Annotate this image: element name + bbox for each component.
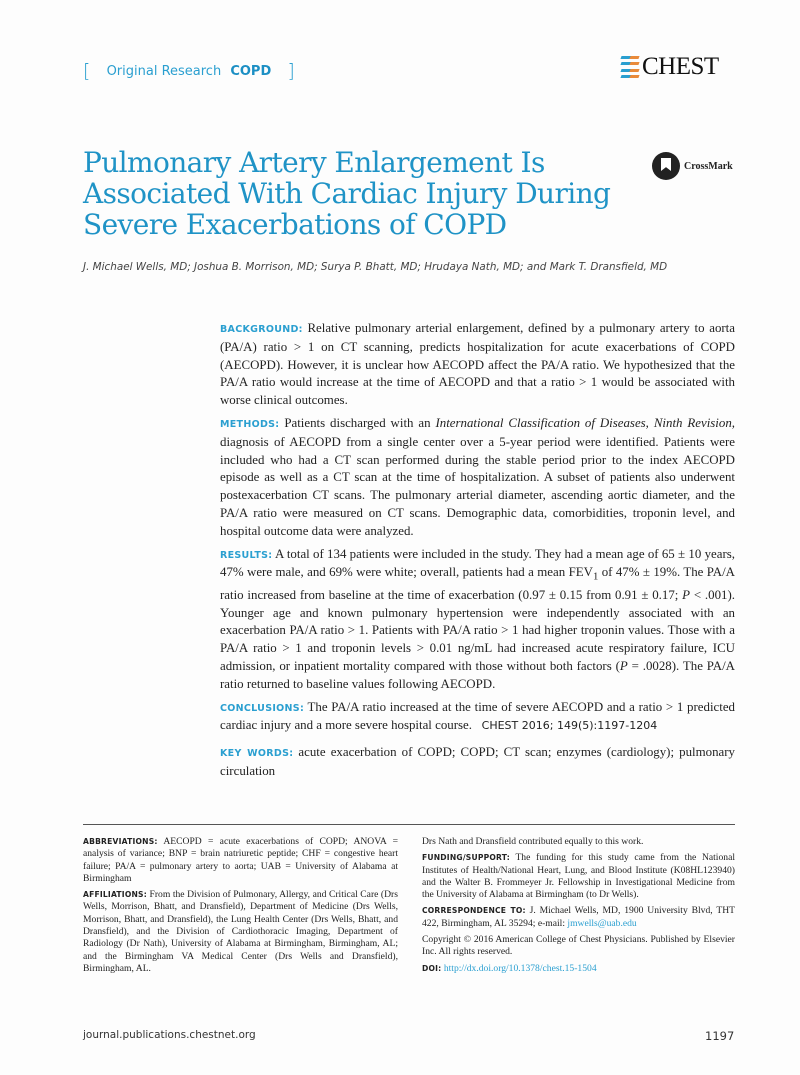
correspondence-text: J. Michael Wells, MD, 1900 University Blvd, THT 422, Birmingham, AL 35294; e-mail: <box>422 905 735 929</box>
results-text-4: = .0028). The PA/A ratio returned to baseline values following AECOPD. <box>220 658 735 691</box>
footnote-divider <box>83 824 735 825</box>
equal-contribution: Drs Nath and Dransfield contributed equally to this work. <box>422 836 644 847</box>
abbreviations <box>83 836 398 885</box>
section-label: Original Research <box>106 64 222 79</box>
crossmark-button[interactable] <box>652 152 733 180</box>
doi-link[interactable]: http://dx.doi.org/10.1378/chest.15-1504 <box>443 962 597 974</box>
abstract-keywords <box>220 744 735 781</box>
doi-label: DOI: <box>422 963 442 973</box>
methods-text-2: diagnosis of AECOPD from a single center over a 5-year period were identified. Patients were included who had a CT scan performed during the stable period prior to the index AECOPD episode as well as a CT scan at the time of hospitalization. A subset of patients also underwent postexacerbation CT scans. The pulmonary arterial diameter, ascending aortic diameter, and the PA/A ratio were measured on CT scans. Demographic data, comorbidities, troponin level, and hospital outcome data were analyzed. <box>220 434 735 538</box>
funding-text: The funding for this study came from the National Institutes of Health/National Heart, Lung, and Blood Institute (K08HL123940) and the Walter B. Frommeyer Jr. Fellowship in Investigational Medicine from the University of Alabama at Birmingham (to Dr Wells). <box>422 852 735 901</box>
abbreviations-label: ABBREVIATIONS: <box>83 837 158 846</box>
results-label: RESULTS: <box>220 549 273 561</box>
correspondence-label: CORRESPONDENCE TO: <box>422 906 526 916</box>
background-text: Relative pulmonary arterial enlargement, defined by a pulmonary artery to aorta (PA/A) ratio > 1 on CT scanning, predicts hospitalization for acute exacerbations of COPD (AECOPD). However, it is unclear how AECOPD affect the PA/A ratio. We hypothesized that the PA/A ratio would increase at the time of AECOPD and that a ratio > 1 would be associated with worse clinical outcomes. <box>220 321 735 408</box>
methods-label: METHODS: <box>220 418 280 430</box>
methods-italic: International Classification of Diseases, Ninth Revision, <box>435 415 735 430</box>
background-label: BACKGROUND: <box>220 324 303 335</box>
abstract-conclusions <box>220 699 735 736</box>
chest-logo <box>621 53 719 81</box>
abstract-background <box>220 320 735 410</box>
results-text: A total of 134 patients were included in the study. They had a mean age of 65 ± 10 years, 47% were male, and 69% were white; overall, patients had a mean FEV <box>220 546 735 580</box>
chest-logo-text: CHEST <box>642 53 719 80</box>
abstract <box>220 320 735 786</box>
footnotes-left <box>83 836 398 979</box>
chest-logo-icon <box>621 56 639 78</box>
crossmark-icon <box>652 152 680 180</box>
crossmark-label: CrossMark <box>684 160 733 172</box>
affiliations <box>83 889 398 975</box>
correspondence <box>422 905 735 930</box>
keywords-text: acute exacerbation of COPD; COPD; CT scan; enzymes (cardiology); pulmonary circulation <box>220 745 735 778</box>
doi <box>422 963 735 975</box>
abstract-methods <box>220 415 735 541</box>
page-number: 1197 <box>705 1029 735 1043</box>
abstract-results <box>220 546 735 694</box>
abbreviations-text: AECOPD = acute exacerbations of COPD; ANOVA = analysis of variance; BNP = brain natriuretic peptide; CHF = congestive heart failure; PA/A = pulmonary artery to aorta; UAB = University of Alabama at Birmingham <box>83 836 399 884</box>
section-header <box>83 58 295 80</box>
conclusions-label: CONCLUSIONS: <box>220 702 305 714</box>
affiliations-label: AFFILIATIONS: <box>83 890 147 900</box>
keywords-label: KEY WORDS: <box>220 748 294 760</box>
journal-website: journal.publications.chestnet.org <box>83 1029 256 1041</box>
author-list: J. Michael Wells, MD; Joshua B. Morrison, MD; Surya P. Bhatt, MD; Hrudaya Nath, MD; and Mark T. Dransfield, MD <box>83 261 668 273</box>
copyright: Copyright © 2016 American College of Chest Physicians. Published by Elsevier Inc. All rights reserved. <box>422 934 735 958</box>
results-text-2: of 47% ± 19%. The PA/A ratio increased from baseline at the time of exacerbation (0.97 ± 0.15 from 0.91 ± 0.17; <box>220 565 735 602</box>
bracket-open: [ <box>83 60 91 82</box>
article-title: Pulmonary Artery Enlargement Is Associated With Cardiac Injury During Severe Exacerbations of COPD <box>83 146 611 241</box>
category-label: COPD <box>230 64 272 79</box>
conclusions-text: The PA/A ratio increased at the time of severe AECOPD and a ratio > 1 predicted cardiac injury and a more severe hospital course. <box>220 699 735 733</box>
citation: CHEST 2016; 149(5):1197-1204 <box>481 719 658 733</box>
affiliations-text: From the Division of Pulmonary, Allergy, and Critical Care (Drs Wells, Morrison, Bhatt, and Dransfield), Department of Medicine (Drs Wells, Morrison, Bhatt, and Dransfield), the Lung Health Center (Drs Wells, Bhatt, and Dransfield), and the Division of Cardiothoracic Imaging, Department of Radiology (Dr Nath), University of Alabama at Birmingham, Birmingham, AL; and the Birmingham VA Medical Center (Drs Wells and Dransfield), Birmingham, AL. <box>83 889 398 974</box>
methods-text: Patients discharged with an <box>284 415 436 430</box>
results-p: P <box>682 587 691 602</box>
funding-label: FUNDING/SUPPORT: <box>422 853 510 863</box>
results-text-3: < .001). Younger age and known pulmonary hypertension were independently associated with an exacerbation PA/A ratio > 1. Patients with PA/A ratio > 1 had higher troponin values. Those with a PA/A ratio > 1 and troponin levels > 0.01 ng/mL had increased acute respiratory failure, ICU admission, or inpatient mortality compared with those without both factors ( <box>220 587 735 673</box>
footnotes-right <box>422 836 735 979</box>
email-link[interactable]: jmwells@uab.edu <box>567 917 637 929</box>
results-p-2: P <box>619 658 628 673</box>
bracket-close: ] <box>287 60 295 82</box>
funding <box>422 852 735 901</box>
results-subscript: 1 <box>592 570 599 583</box>
